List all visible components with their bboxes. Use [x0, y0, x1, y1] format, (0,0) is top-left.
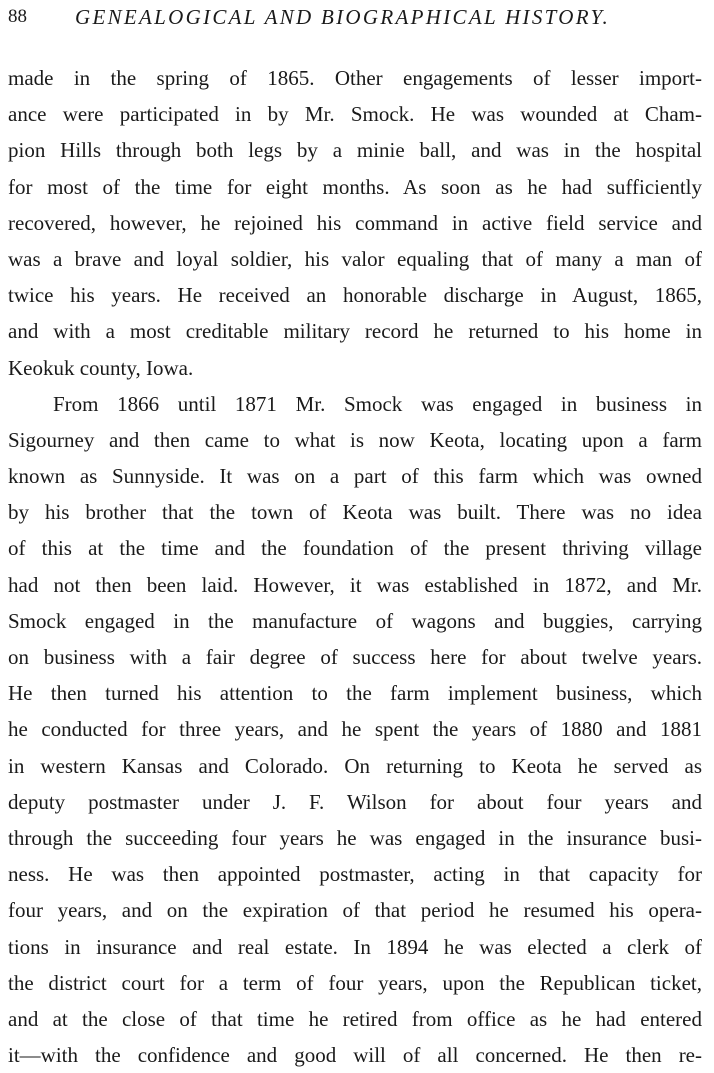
- text-line: Keokuk county, Iowa.: [8, 355, 194, 380]
- text-line: known as Sunnyside. It was on a part of this farm which was owned: [8, 464, 702, 489]
- text-line: was a brave and loyal soldier, his valor equaling that of many a man of: [8, 246, 702, 271]
- text-line: He then turned his attention to the farm implement business, which: [8, 681, 702, 706]
- text-line: ness. He was then appointed postmaster, acting in that capacity for: [8, 862, 702, 887]
- text-line: recovered, however, he rejoined his command in active field service and: [8, 210, 702, 235]
- text-line: in western Kansas and Colorado. On returning to Keota he served as: [8, 753, 702, 778]
- text-line: Smock engaged in the manufacture of wagons and buggies, carrying: [8, 608, 702, 633]
- running-head: GENEALOGICAL AND BIOGRAPHICAL HISTORY.: [75, 5, 611, 29]
- text-line: through the succeeding four years he was engaged in the insurance busi-: [8, 825, 702, 850]
- text-line: and with a most creditable military record he returned to his home in: [8, 319, 702, 344]
- text-line: on business with a fair degree of success here for about twelve years.: [8, 645, 702, 669]
- text-line: Sigourney and then came to what is now Keota, locating upon a farm: [8, 427, 702, 452]
- body-text: [8, 60, 702, 1073]
- text-line: for most of the time for eight months. As soon as he had sufficiently: [8, 174, 702, 199]
- text-line: twice his years. He received an honorable discharge in August, 1865,: [8, 283, 702, 308]
- text-line: deputy postmaster under J. F. Wilson for about four years and: [8, 789, 702, 814]
- text-line: and at the close of that time he retired from office as he had entered: [8, 1006, 702, 1031]
- text-line: ance were participated in by Mr. Smock. He was wounded at Cham-: [8, 102, 702, 127]
- text-line: made in the spring of 1865. Other engagements of lesser import-: [8, 66, 702, 90]
- text-line: pion Hills through both legs by a minie ball, and was in the hospital: [8, 138, 702, 163]
- page-number: 88: [8, 6, 27, 27]
- text-line: by his brother that the town of Keota was built. There was no idea: [8, 500, 702, 525]
- page-header: [8, 4, 708, 34]
- text-line: had not then been laid. However, it was established in 1872, and Mr.: [8, 572, 702, 597]
- text-line: the district court for a term of four years, upon the Republican ticket,: [8, 970, 702, 995]
- text-line: of this at the time and the foundation of the present thriving village: [8, 536, 702, 561]
- text-line: it—with the confidence and good will of all concerned. He then re-: [8, 1043, 702, 1068]
- text-line: four years, and on the expiration of that period he resumed his opera-: [8, 898, 702, 923]
- text-line: From 1866 until 1871 Mr. Smock was engaged in business in: [53, 391, 702, 416]
- text-line: he conducted for three years, and he spent the years of 1880 and 1881: [8, 717, 702, 742]
- text-line: tions in insurance and real estate. In 1894 he was elected a clerk of: [8, 934, 702, 959]
